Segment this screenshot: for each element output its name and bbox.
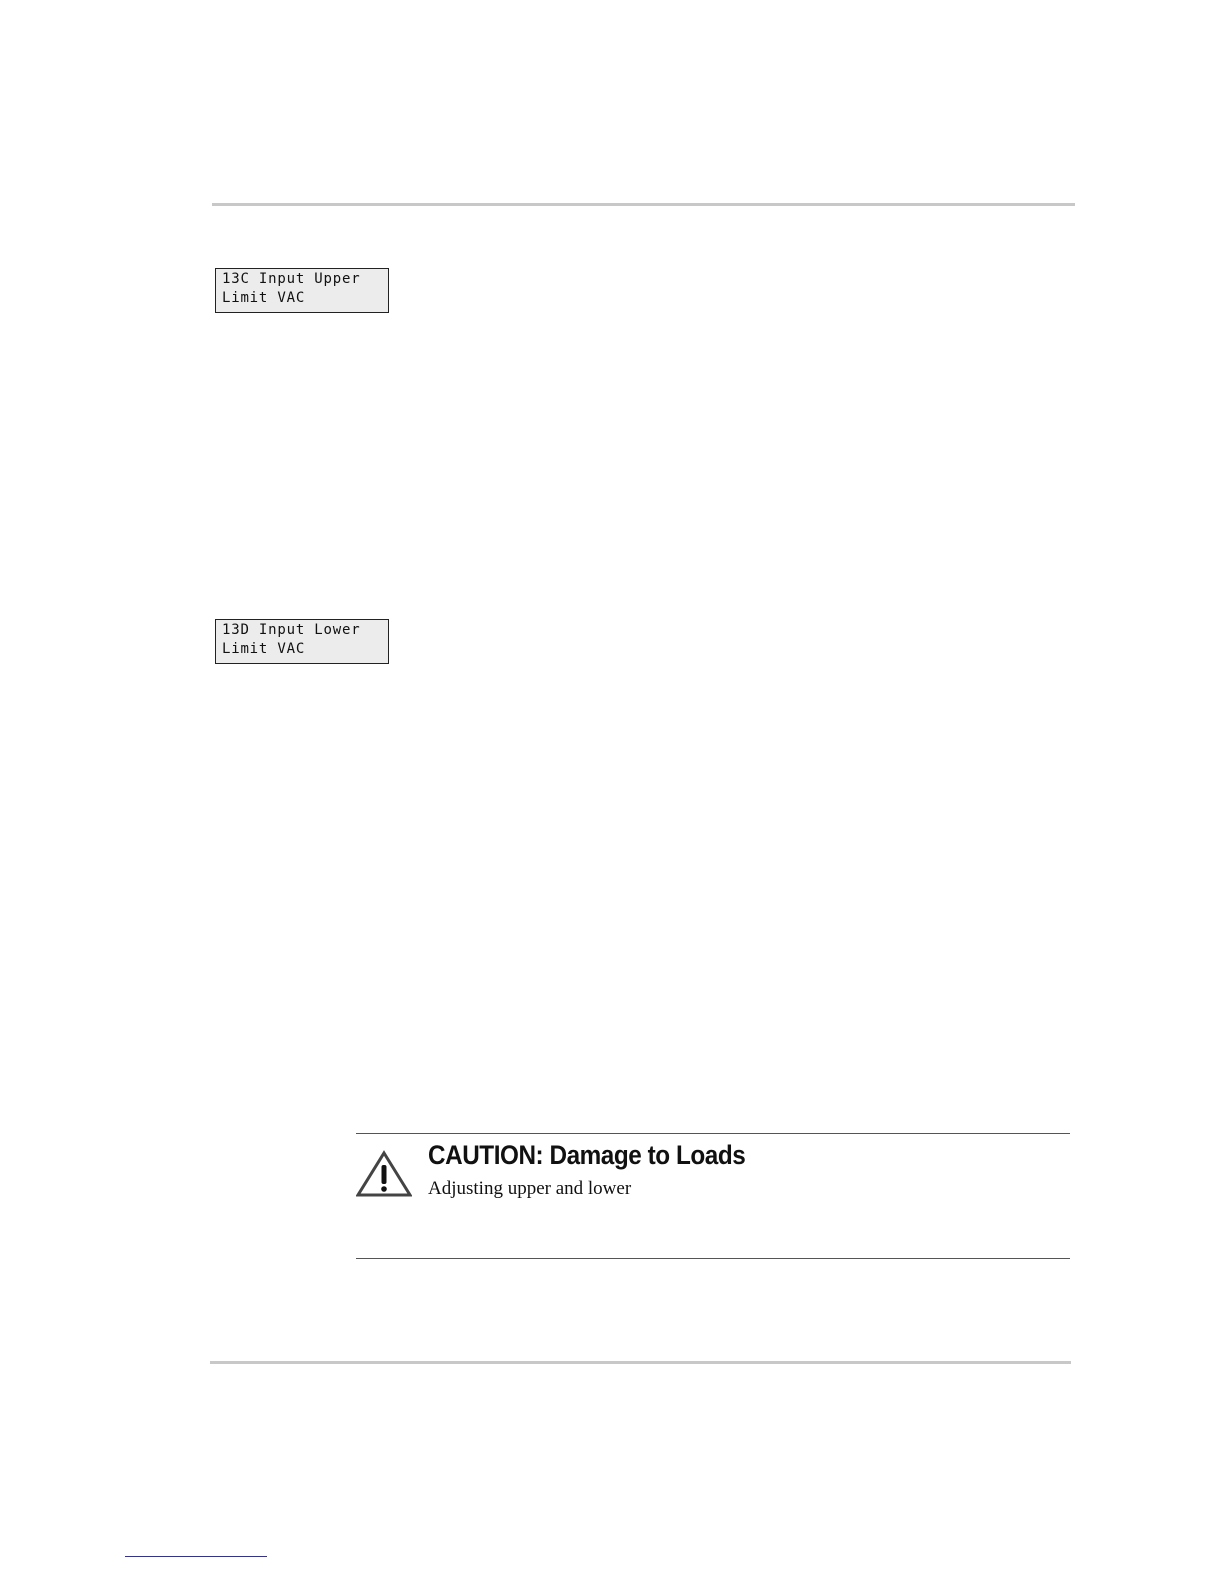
lcd-line-2: Limit VAC — [222, 641, 306, 657]
caution-title: CAUTION: Damage to Loads — [428, 1140, 746, 1170]
lcd-line-1: 13C Input Upper — [222, 271, 361, 287]
caution-text: Adjusting upper and lower — [428, 1178, 632, 1199]
lcd-line-2: Limit VAC — [222, 290, 306, 306]
header-rule — [212, 203, 1075, 206]
footer-link-underline[interactable] — [125, 1556, 267, 1557]
warning-triangle-icon — [356, 1150, 412, 1198]
footer-rule — [210, 1361, 1071, 1364]
lcd-display-upper-limit — [215, 268, 389, 313]
lcd-line-1: 13D Input Lower — [222, 622, 361, 638]
caution-bottom-rule — [356, 1258, 1070, 1259]
caution-top-rule — [356, 1133, 1070, 1134]
lcd-display-lower-limit — [215, 619, 389, 664]
